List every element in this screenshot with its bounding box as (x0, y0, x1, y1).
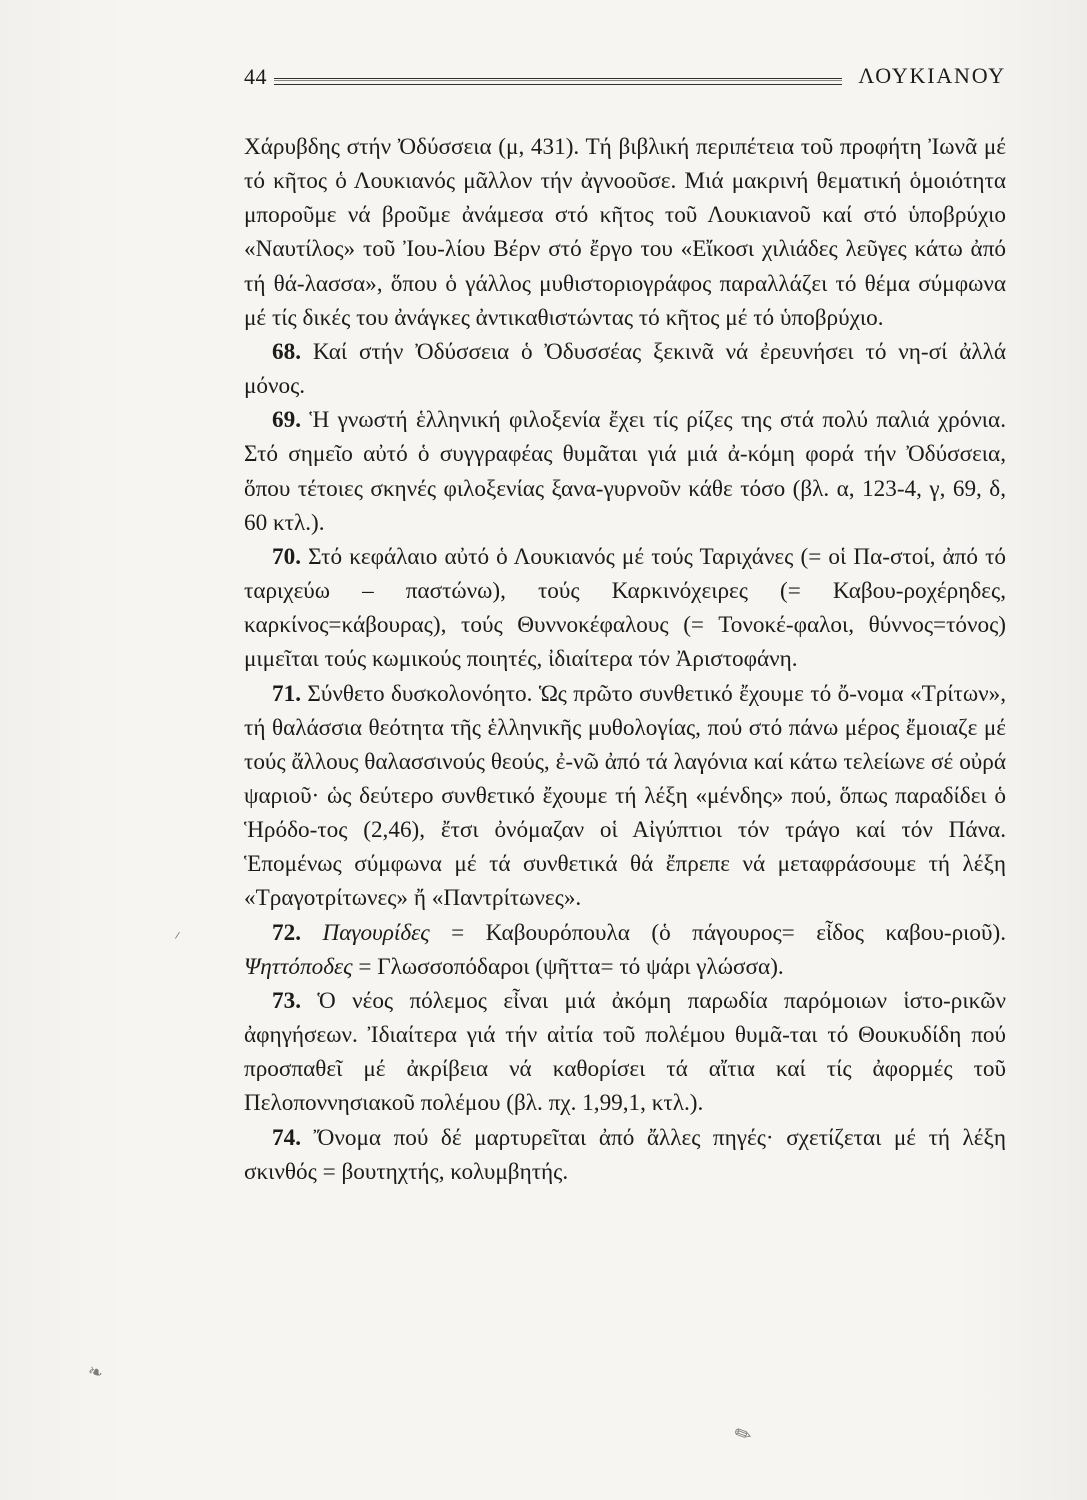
italic-term: Ψηττόποδες (244, 953, 353, 980)
pen-mark-icon: ✎ (731, 1421, 756, 1449)
note-72 (244, 916, 1006, 984)
note-73 (244, 984, 1006, 1121)
note-text: = Καβουρόπουλα (ὁ πάγουρος= εἶδος καβου-ριοῦ). (429, 919, 1006, 946)
note-number: 74. (272, 1124, 301, 1151)
page-header (244, 62, 1006, 96)
note-number: 73. (272, 987, 301, 1014)
note-text: Ἡ γνωστή ἑλληνική φιλοξενία ἔχει τίς ρίζες της στά πολύ παλιά χρόνια. Στό σημεῖο αὐτό ὁ συγγραφέας θυμᾶται γιά μιά ἀ-κόμη φορά τήν Ὀδύσσεια, ὅπου τέτοιες σκηνές φιλοξενίας ξανα-γυρνοῦν κάθε τόσο (βλ. α, 123-4, γ, 69, δ, 60 κτλ.). (244, 407, 1006, 536)
note-71 (244, 677, 1006, 916)
note-70 (244, 540, 1006, 677)
note-text: = Γλωσσοπόδαροι (ψῆττα= τό ψάρι γλώσσα). (352, 953, 784, 980)
note-69 (244, 403, 1006, 540)
header-double-rule (274, 78, 842, 85)
note-number: 69. (272, 407, 301, 434)
italic-term: Παγουρίδες (322, 919, 430, 946)
note-number: 70. (272, 543, 301, 570)
note-74 (244, 1121, 1006, 1189)
note-number: 72. (272, 919, 301, 946)
note-text: Σύνθετο δυσκολονόητο. Ὡς πρῶτο συνθετικό ἔχουμε τό ὄ-νομα «Τρίτων», τή θαλάσσια θεότητα τῆς ἑλληνικῆς μυθολογίας, πού στό πάνω μέρος ἔμοιαζε μέ τούς ἄλλους θαλασσινούς θεούς, ἐ-νῶ ἀπό τά λαγόνια καί κάτω τελείωνε σέ οὐρά ψαριοῦ· ὡς δεύτερο συνθετικό ἔχουμε τή λέξη «μένδης» πού, ὅπως παραδίδει ὁ Ἡρόδο-τος (2,46), ἔτσι ὀνόμαζαν οἱ Αἰγύπτιοι τόν τράγο καί τόν Πάνα. Ἑπομένως σύμφωνα μέ τά συνθετικά θά ἔπρεπε νά μεταφράσουμε τή λέξη «Τραγοτρίτωνες» ἤ «Παντρίτωνες». (244, 680, 1007, 912)
page-text (244, 130, 1006, 1189)
ink-blot-icon: ❧ (85, 1360, 106, 1384)
note-number: 71. (272, 680, 301, 707)
note-text: Ὁ νέος πόλεμος εἶναι μιά ἀκόμη παρωδία παρόμοιων ἱστο-ρικῶν ἀφηγήσεων. Ἰδιαίτερα γιά τήν αἰτία τοῦ πολέμου θυμᾶ-ται τό Θουκυδίδη πού προσπαθεῖ μέ ἀκρίβεια νά καθορίσει τά αἴτια καί τίς ἀφορμές τοῦ Πελοποννησιακοῦ πολέμου (βλ. πχ. 1,99,1, κτλ.). (244, 987, 1007, 1117)
continued-paragraph: Χάρυβδης στήν Ὀδύσσεια (μ, 431). Τή βιβλική περιπέτεια τοῦ προφήτη Ἰωνᾶ μέ τό κῆτος ὁ Λουκιανός μᾶλλον τήν ἀγνοοῦσε. Μιά μακρινή θεματική ὁμοιότητα μποροῦμε νά βροῦμε ἀνάμεσα στό κῆτος τοῦ Λουκιανοῦ καί στό ὑποβρύχιο «Ναυτίλος» τοῦ Ἰου-λίου Βέρν στό ἔργο του «Εἴκοσι χιλιάδες λεῦγες κάτω ἀπό τή θά-λασσα», ὅπου ὁ γάλλος μυθιστοριογράφος παραλλάζει τό θέμα σύμφωνα μέ τίς δικές του ἀνάγκες ἀντικαθιστώντας τό κῆτος μέ τό ὑποβρύχιο. (244, 134, 1006, 331)
note-text: Ὄνομα πού δέ μαρτυρεῖται ἀπό ἄλλες πηγές· σχετίζεται μέ τή λέξη σκινθός = βουτηχτής, κολυμβητής. (244, 1124, 1006, 1185)
page-number: 44 (244, 64, 267, 89)
note-text: Στό κεφάλαιο αὐτό ὁ Λουκιανός μέ τούς Ταριχάνες (= οἱ Πα-στοί, ἀπό τό ταριχεύω – παστώνω), τούς Καρκινόχειρες (= Καβου-ροχέρηδες, καρκίνος=κάβουρας), τούς Θυννοκέφαλους (= Τονοκέ-φαλοι, θύννος=τόνος) μιμεῖται τούς κωμικούς ποιητές, ἰδιαίτερα τόν Ἀριστοφάνη. (244, 543, 1006, 673)
note-68 (244, 335, 1006, 403)
running-head: ΛΟΥΚΙΑΝΟΥ (858, 63, 1006, 88)
note-number: 68. (272, 338, 301, 365)
note-text: Καί στήν Ὀδύσσεια ὁ Ὀδυσσέας ξεκινᾶ νά ἐρευνήσει τό νη-σί ἀλλά μόνος. (244, 338, 1006, 400)
ink-speck-icon: ⸝ (171, 923, 183, 942)
